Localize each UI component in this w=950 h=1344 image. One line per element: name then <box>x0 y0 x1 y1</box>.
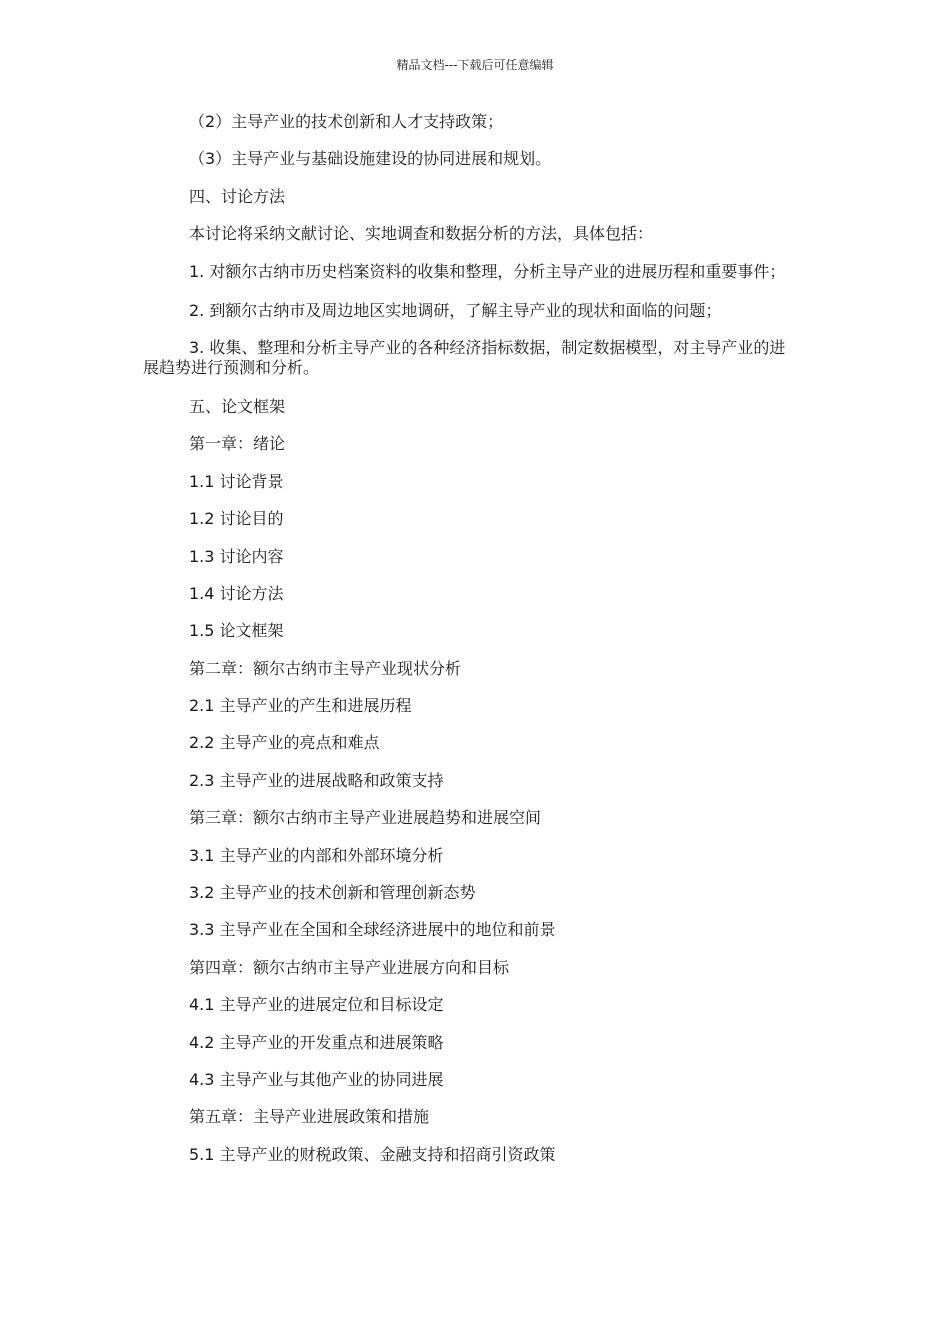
chapter-3-title: 第三章：额尔古纳市主导产业进展趋势和进展空间 <box>189 808 542 828</box>
paragraph-methods-intro: 本讨论将采纳文献讨论、实地调查和数据分析的方法，具体包括： <box>189 224 654 244</box>
item-2-3: 2.3 主导产业的进展战略和政策支持 <box>189 770 444 790</box>
item-3-2: 3.2 主导产业的技术创新和管理创新态势 <box>189 883 476 903</box>
chapter-4-title: 第四章：额尔古纳市主导产业进展方向和目标 <box>189 957 510 977</box>
paragraph-policy-2: （2）主导产业的技术创新和人才支持政策； <box>189 112 504 131</box>
item-1-3: 1.3 讨论内容 <box>189 546 284 566</box>
chapter-5-title: 第五章：主导产业进展政策和措施 <box>189 1107 430 1127</box>
item-2-2: 2.2 主导产业的亮点和难点 <box>189 733 380 753</box>
item-4-1: 4.1 主导产业的进展定位和目标设定 <box>189 995 444 1015</box>
page-header: 精品文档---下载后可任意编辑 <box>396 58 554 72</box>
item-4-3: 4.3 主导产业与其他产业的协同进展 <box>189 1069 444 1089</box>
paragraph-method-1: 1. 对额尔古纳市历史档案资料的收集和整理，分析主导产业的进展历程和重要事件； <box>189 261 786 281</box>
chapter-2-title: 第二章：额尔古纳市主导产业现状分析 <box>189 658 462 678</box>
item-1-5: 1.5 论文框架 <box>189 621 284 641</box>
item-1-1: 1.1 讨论背景 <box>189 471 284 491</box>
item-1-2: 1.2 讨论目的 <box>189 509 284 529</box>
item-2-1: 2.1 主导产业的产生和进展历程 <box>189 696 412 716</box>
paragraph-method-2: 2. 到额尔古纳市及周边地区实地调研，了解主导产业的现状和面临的问题； <box>189 300 722 320</box>
item-5-1: 5.1 主导产业的财税政策、金融支持和招商引资政策 <box>189 1144 556 1164</box>
document-body <box>143 112 795 1182</box>
section-heading-framework: 五、论文框架 <box>189 396 286 416</box>
item-3-3: 3.3 主导产业在全国和全球经济进展中的地位和前景 <box>189 920 556 940</box>
item-1-4: 1.4 讨论方法 <box>189 583 284 603</box>
item-4-2: 4.2 主导产业的开发重点和进展策略 <box>189 1032 444 1052</box>
section-heading-methods: 四、讨论方法 <box>189 186 286 206</box>
item-3-1: 3.1 主导产业的内部和外部环境分析 <box>189 845 444 865</box>
paragraph-method-3: 3. 收集、整理和分析主导产业的各种经济指标数据，制定数据模型，对主导产业的进展趋势进行预测和分析。 <box>143 337 786 377</box>
paragraph-policy-3: （3）主导产业与基础设施建设的协同进展和规划。 <box>189 149 552 169</box>
chapter-1-title: 第一章：绪论 <box>189 434 286 454</box>
